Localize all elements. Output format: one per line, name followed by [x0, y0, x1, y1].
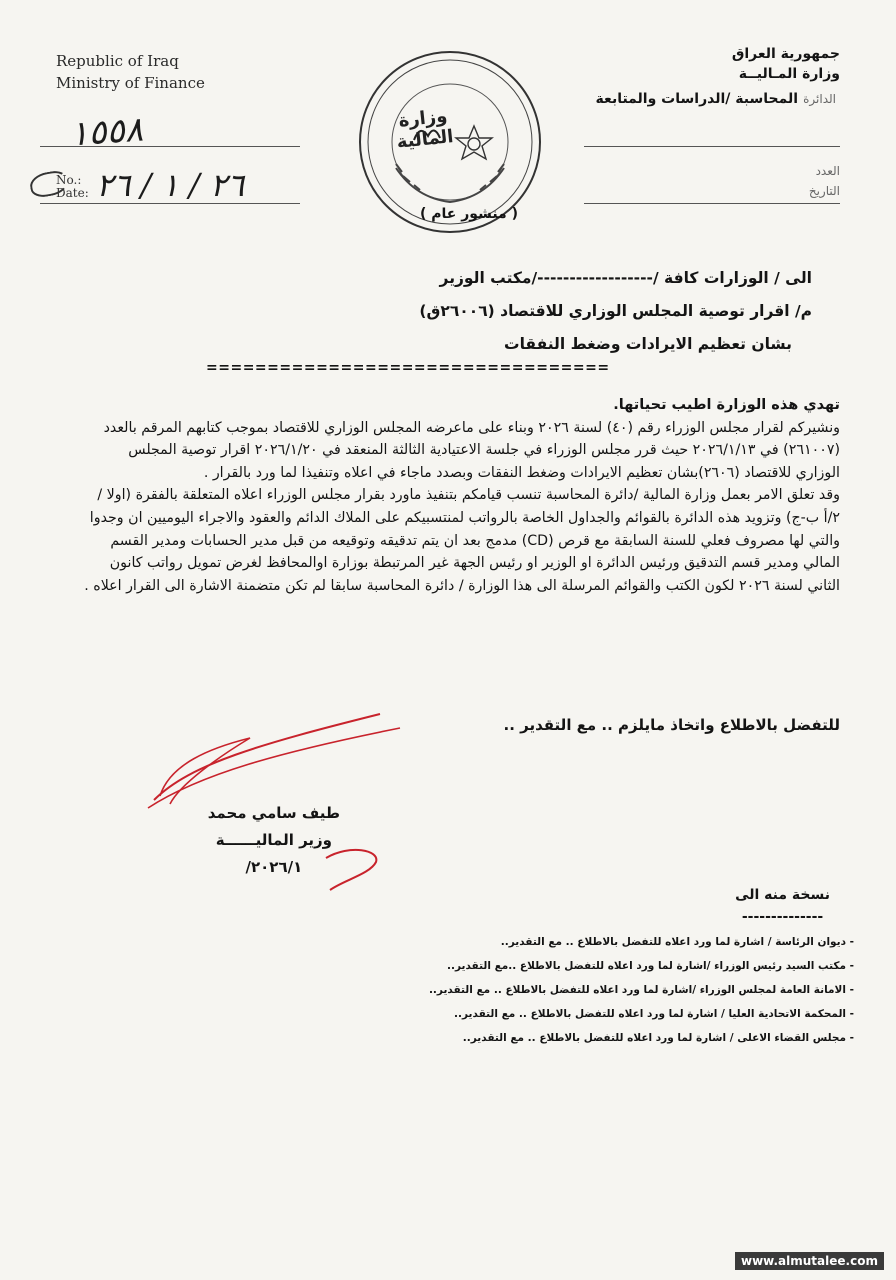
department-value: المحاسبة /الدراسات والمتابعة — [595, 91, 799, 107]
copy-item-presidency: - ديوان الرئاسة / اشارة لما ورد اعلاه للتفضل بالاطلاع .. مع التقدير.. — [500, 936, 854, 948]
copy-item-judicial-council: - مجلس القضاء الاعلى / اشارة لما ورد اعلاه للتفضل بالاطلاع .. مع التقدير.. — [462, 1032, 854, 1044]
copies-underline: -------------- — [741, 909, 824, 925]
number-label: العدد — [815, 164, 840, 178]
no-label-en: No.: — [56, 173, 82, 187]
signature-date: ٢٠٢٦/١/ — [245, 858, 303, 876]
department-label: الدائرة — [803, 92, 836, 106]
copy-item-secretariat: - الامانة العامة لمجلس الوزراء /اشارة لما ورد اعلاه للتفضل بالاطلاع .. مع التقدير.. — [428, 984, 854, 996]
footer-watermark — [735, 1250, 884, 1269]
copies-heading: نسخة منه الى — [735, 887, 830, 903]
ministry-name-ar: وزارة المـاليــة — [738, 66, 840, 82]
copies-heading-block — [735, 884, 830, 928]
signatory-name: طيف سامي محمد — [207, 804, 340, 822]
subject-topic: بشان تعظيم الايرادات وضغط النفقات — [504, 335, 792, 353]
letterhead-english — [56, 50, 205, 94]
rule-right-top — [584, 146, 840, 147]
circular-label: ( منشور عام ) — [420, 206, 518, 222]
subject-line: م/ اقرار توصية المجلس الوزاري للاقتصاد (٢٦٠٠٦ق) — [419, 302, 812, 320]
footer-url: www.almutalee.com — [735, 1252, 884, 1270]
body-paragraph-1: ونشيركم لقرار مجلس الوزراء رقم (٤٠) لسنة ٢٠٢٦ وبناء على ماعرضه المجلس الوزاري للاقتصاد بموجب كتابهم المرقم بالعدد (٢٦١٠٠٧) في ٢٠٢٦/١/١٣ حيث قرر مجلس الوزراء في جلسة الاعتيادية الثالثة المنعقد في ٢٠٢٦/١/٢٠ اقرار توصية المجلس الوزاري للاقتصاد (٢٦٠٦)بشان تعظيم الايرادات وضغط النفقات وبصدد ماجاء في اعلاه وتنفيذا لما ورد بالقرار . — [103, 419, 840, 481]
greeting: تهدي هذه الوزارة اطيب تحياتها. — [613, 397, 840, 413]
signature-block — [208, 800, 340, 881]
ministry-name-en: Ministry of Finance — [56, 74, 205, 92]
copy-item-pm-office: - مكتب السيد رئيس الوزراء /اشارة لما ورد اعلاه للتفضل بالاطلاع ..مع التقدير.. — [447, 960, 854, 972]
letterhead-arabic — [732, 44, 840, 84]
handwritten-date: ٢٦ / ١ / ٢٦ — [96, 166, 245, 204]
rule-right-bottom — [584, 203, 840, 204]
date-label: التاريخ — [808, 184, 840, 198]
handwritten-number: ١٥٥٨ — [68, 109, 145, 155]
letter-body — [84, 394, 840, 597]
body-paragraph-2: وقد تعلق الامر بعمل وزارة المالية /دائرة المحاسبة تنسب قيامكم بتنفيذ ماورد بقرار مجلس الوزراء اعلاه المتعلقة بالفقرة (اولا / ٢/أ ب-ج) وتزويد هذه الدائرة بالقوائم والجداول الخاصة بالرواتب لمنتسبيكم على الملاك الدائم والعقود والاجراء اليوميين ان وجدوا والتي لها مصروف فعلي للسنة السابقة مع قرص (CD) مدمج بعد ان يتم تدقيقه وتوقيعه من قبل مدير الحسابات ومدير القسم المالي ومدير قسم التدقيق ورئيس الدائرة او الوزير او رئيس الجهة غير المرتبطة بوزارة اوالمحافظ لغرض تمويل رواتب كانون الثاني لسنة ٢٠٢٦ لكون الكتب والقوائم المرسلة الى هذا الوزارة / دائرة المحاسبة سابقا لم تكن متضمنة الاشارة الى القرار اعلاه . — [84, 487, 840, 594]
addressee-block — [112, 262, 812, 361]
closing-line: للتفضل بالاطلاع واتخاذ مايلزم .. مع التقدير .. — [503, 716, 840, 734]
country-name-ar: جمهورية العراق — [731, 46, 840, 62]
copy-item-federal-court: - المحكمة الاتحادية العليا / اشارة لما ورد اعلاه للتفضل بالاطلاع .. مع التقدير.. — [454, 1008, 854, 1020]
signatory-title: وزير الماليــــــة — [215, 831, 332, 849]
addressee-line: الى / الوزارات كافة /------------------/مكتب الوزير — [439, 269, 812, 287]
copies-list — [429, 930, 854, 1050]
seal-text: وزارة المالية — [395, 105, 455, 153]
country-name-en: Republic of Iraq — [56, 52, 179, 70]
date-label-en: Date: — [56, 186, 89, 200]
department-line — [596, 88, 836, 107]
separator-line: ================================= — [206, 360, 610, 376]
